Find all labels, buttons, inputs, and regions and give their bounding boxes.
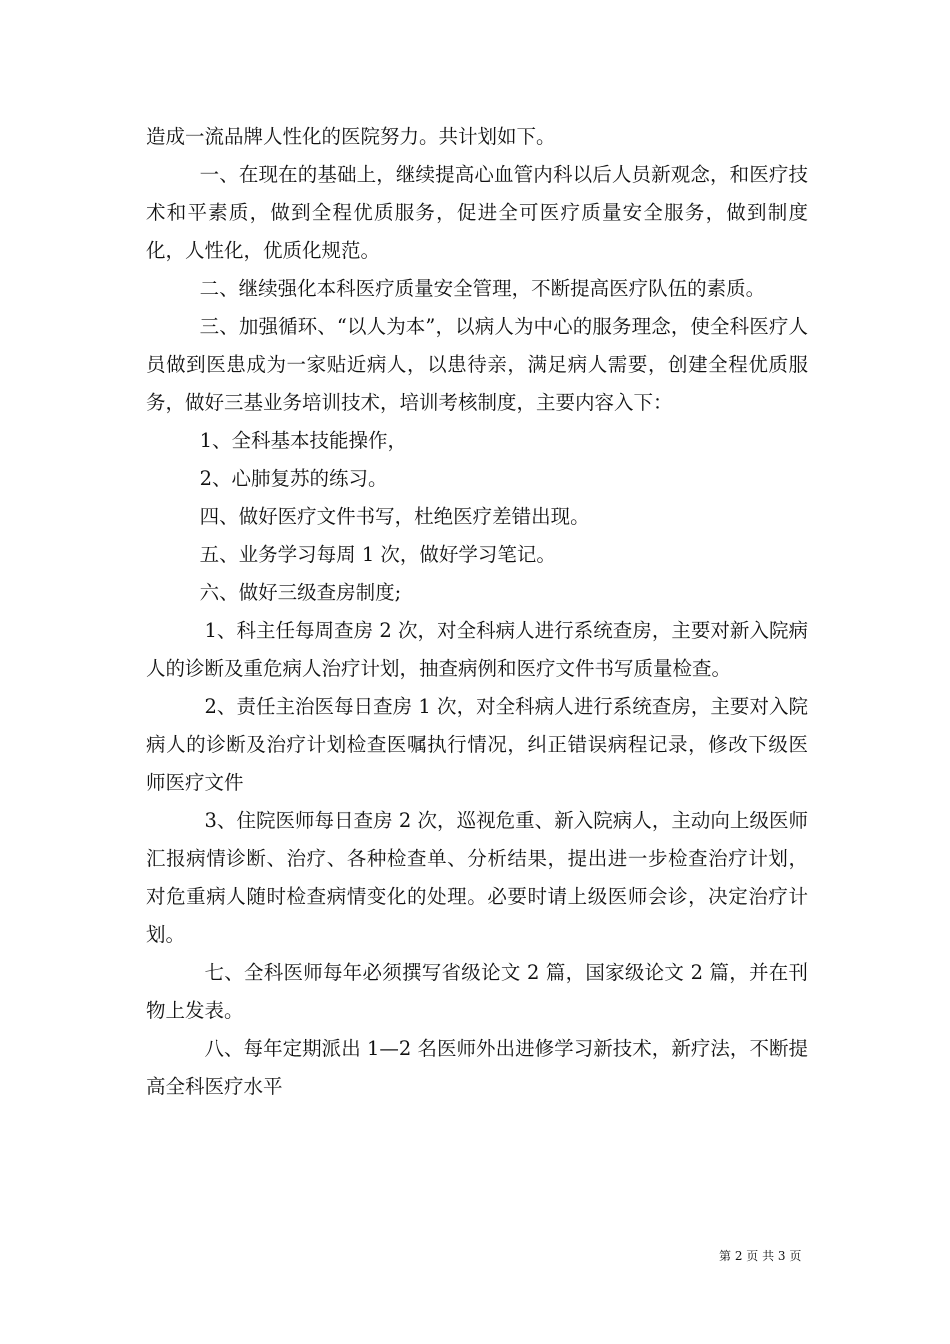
document-body xyxy=(146,118,808,1106)
paragraph-item-6: 六、做好三级查房制度; xyxy=(199,581,402,604)
page-number: 第 2 页 共 3 页 xyxy=(719,1249,802,1263)
paragraph-item-2: 二、继续强化本科医疗质量安全管理，不断提高医疗队伍的素质。 xyxy=(199,277,766,300)
paragraph-subitem-3-2: 2、心肺复苏的练习。 xyxy=(199,467,388,490)
paragraph-item-3: 三、加强循环、“以人为本”，以病人为中心的服务理念，使全科医疗人员做到医患成为一家贴近病人，以患待亲，满足病人需要，创建全程优质服务，做好三基业务培训技术，培训考核制度，主要内容入下： xyxy=(146,315,808,414)
paragraph-item-1: 一、在现在的基础上，继续提高心血管内科以后人员新观念，和医疗技术和平素质，做到全程优质服务，促进全可医疗质量安全服务，做到制度化，人性化，优质化规范。 xyxy=(146,163,808,262)
paragraph-subitem-6-1: 1、科主任每周查房 2 次，对全科病人进行系统查房，主要对新入院病人的诊断及重危病人治疗计划，抽查病例和医疗文件书写质量检查。 xyxy=(146,619,808,680)
paragraph-subitem-6-3: 3、住院医师每日查房 2 次，巡视危重、新入院病人，主动向上级医师汇报病情诊断、治疗、各种检查单、分析结果，提出进一步检查治疗计划，对危重病人随时检查病情变化的处理。必要时请上级医师会诊，决定治疗计划。 xyxy=(146,809,808,946)
paragraph-item-5: 五、业务学习每周 1 次，做好学习笔记。 xyxy=(199,543,556,566)
paragraph-item-7: 七、全科医师每年必须撰写省级论文 2 篇，国家级论文 2 篇，并在刊物上发表。 xyxy=(146,961,808,1022)
paragraph-subitem-6-2: 2、责任主治医每日查房 1 次，对全科病人进行系统查房，主要对入院病人的诊断及治疗计划检查医嘱执行情况，纠正错误病程记录，修改下级医师医疗文件 xyxy=(146,695,808,794)
paragraph-item-4: 四、做好医疗文件书写，杜绝医疗差错出现。 xyxy=(199,505,590,528)
paragraph-subitem-3-1: 1、全科基本技能操作， xyxy=(199,429,408,452)
paragraph-intro: 造成一流品牌人性化的医院努力。共计划如下。 xyxy=(146,125,556,148)
paragraph-item-8: 八、每年定期派出 1—2 名医师外出进修学习新技术，新疗法，不断提高全科医疗水平 xyxy=(146,1037,808,1098)
